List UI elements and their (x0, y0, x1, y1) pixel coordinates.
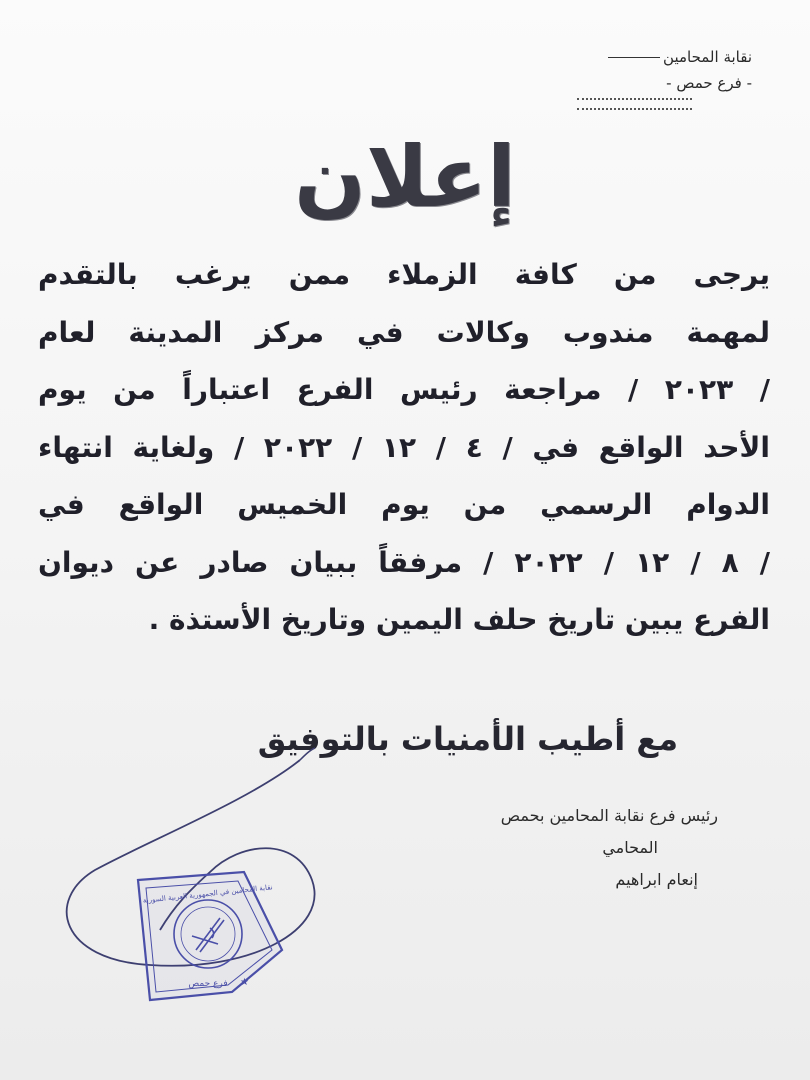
body-line: الأحد الواقع في / ٤ / ١٢ / ٢٠٢٢ / ولغاية انتهاء (38, 430, 770, 464)
body-line: الدوام الرسمي من يوم الخميس الواقع في (38, 488, 770, 521)
stamp-star-icon: ★ (240, 977, 249, 988)
body-line: / ٢٠٢٣ / مراجعة رئيس الفرع اعتباراً من يوم (38, 373, 770, 406)
letterhead-org: نقابة المحامين (562, 44, 752, 70)
signature-title: رئيس فرع نقابة المحامين بحمص (500, 806, 718, 825)
body-line: / ٨ / ١٢ / ٢٠٢٢ / مرفقاً ببيان صادر عن ديوان (38, 545, 770, 579)
stamp-bottom-text: فرع حمص (188, 979, 228, 989)
official-stamp (138, 872, 282, 1000)
announcement-title: إعلان (294, 128, 516, 226)
stamp-ring-text: نقابة المحامين في الجمهورية العربية السورية (142, 883, 274, 905)
signature-role: المحامي (602, 838, 658, 857)
letterhead-branch: - فرع حمص - (666, 74, 752, 92)
body-line: يرجى من كافة الزملاء ممن يرغب بالتقدم (38, 258, 770, 291)
signature-name: إنعام ابراهيم (615, 870, 698, 889)
body-line: لمهمة مندوب وكالات في مركز المدينة لعام (38, 315, 770, 349)
body-line: الفرع يبين تاريخ حلف اليمين وتاريخ الأستذة . (148, 603, 770, 636)
closing-remark: مع أطيب الأمنيات بالتوفيق (257, 720, 678, 758)
